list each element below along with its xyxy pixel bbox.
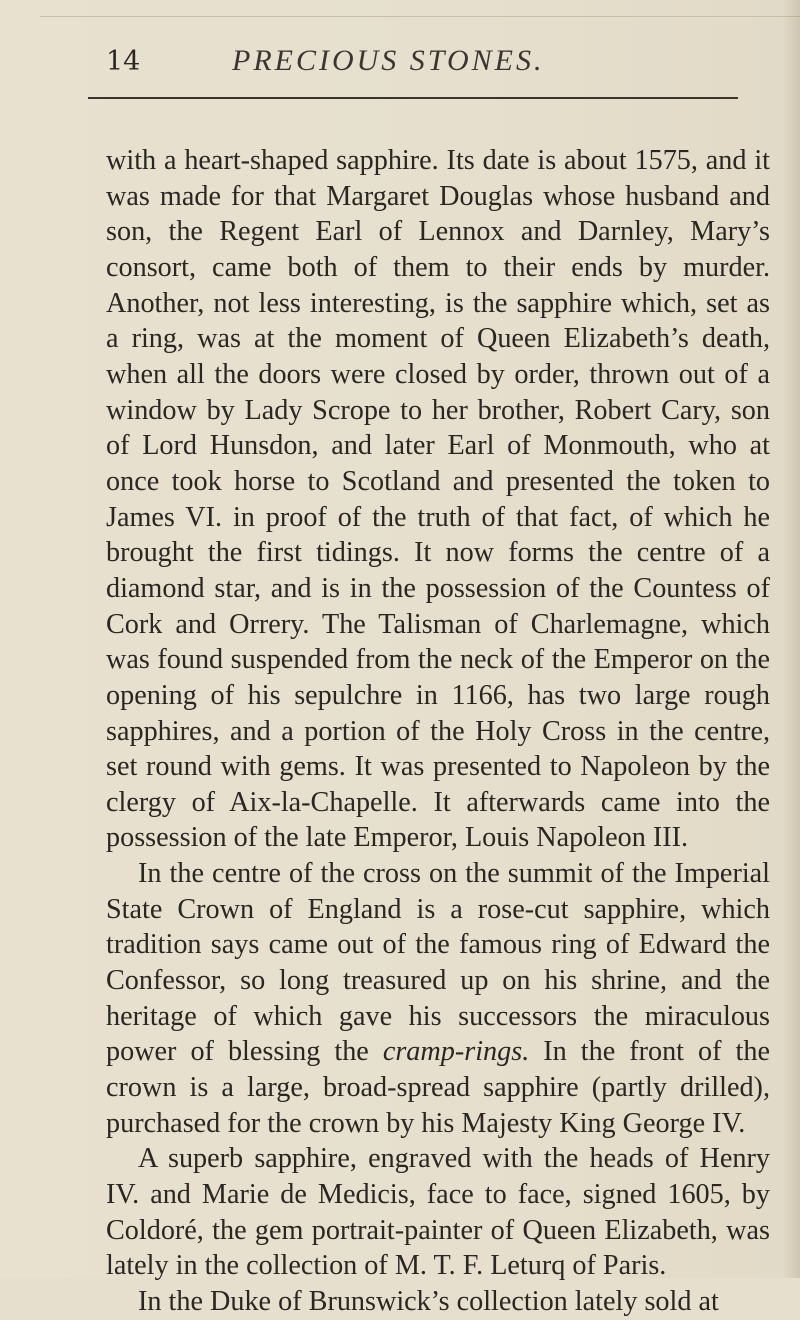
italic-term: cramp-rings. bbox=[382, 1036, 530, 1068]
paragraph-text: In the centre of the cross on the summit of the Imperial State Crown of England is a rose-cut sapphire, which tradition says came out of the famous ring of Edward the Confessor, so long treasured up on his shrine, and the heritage of which gave his successors the miraculous power of blessing the bbox=[106, 858, 770, 1068]
page-edge-shadow bbox=[782, 0, 800, 1278]
paragraph-brunswick: In the Duke of Brunswick’s collection lately sold at bbox=[138, 1286, 719, 1317]
header-rule bbox=[88, 97, 738, 99]
page-header bbox=[0, 44, 800, 84]
paragraph-engraved-sapphire: A superb sapphire, engraved with the heads of Henry IV. and Marie de Medicis, face to face, signed 1605, by Coldoré, the gem portrait-painter of Queen Elizabeth, was lately in the collection of M. T. F. Leturq of Paris. bbox=[106, 1143, 770, 1282]
paragraph-continued: with a heart-shaped sapphire. Its date is about 1575, and it was made for that Margaret Douglas whose husband and son, the Regent Earl of Lennox and Darnley, Mary’s consort, came both of them to their ends by murder. Another, not less interesting, is the sapphire which, set as a ring, was at the moment of Queen Elizabeth’s death, when all the doors were closed by order, thrown out of a window by Lady Scrope to her brother, Robert Cary, son of Lord Hunsdon, and later Earl of Monmouth, who at once took horse to Scotland and presented the token to James VI. in proof of the truth of that fact, of which he brought the first tidings. It now forms the centre of a diamond star, and is in the possession of the Countess of Cork and Orrery. The Talisman of Charlemagne, which was found suspended from the neck of the Emperor on the opening of his sepulchre in 1166, has two large rough sapphires, and a portion of the Holy Cross in the centre, set round with gems. It was presented to Napoleon by the clergy of Aix-la-Chapelle. It afterwards came into the possession of the late Emperor, Louis Napoleon III. bbox=[106, 145, 770, 854]
paragraph-text: In the front of the crown is a large, broad-spread sapphire (partly drilled), purchased for the crown by his Majesty King George IV. bbox=[106, 1036, 770, 1139]
top-edge-rule bbox=[40, 16, 800, 17]
body-text bbox=[106, 143, 770, 1320]
page-number: 14 bbox=[106, 46, 141, 77]
paragraph-imperial-crown bbox=[106, 856, 770, 1141]
running-head: PRECIOUS STONES. bbox=[232, 44, 545, 77]
